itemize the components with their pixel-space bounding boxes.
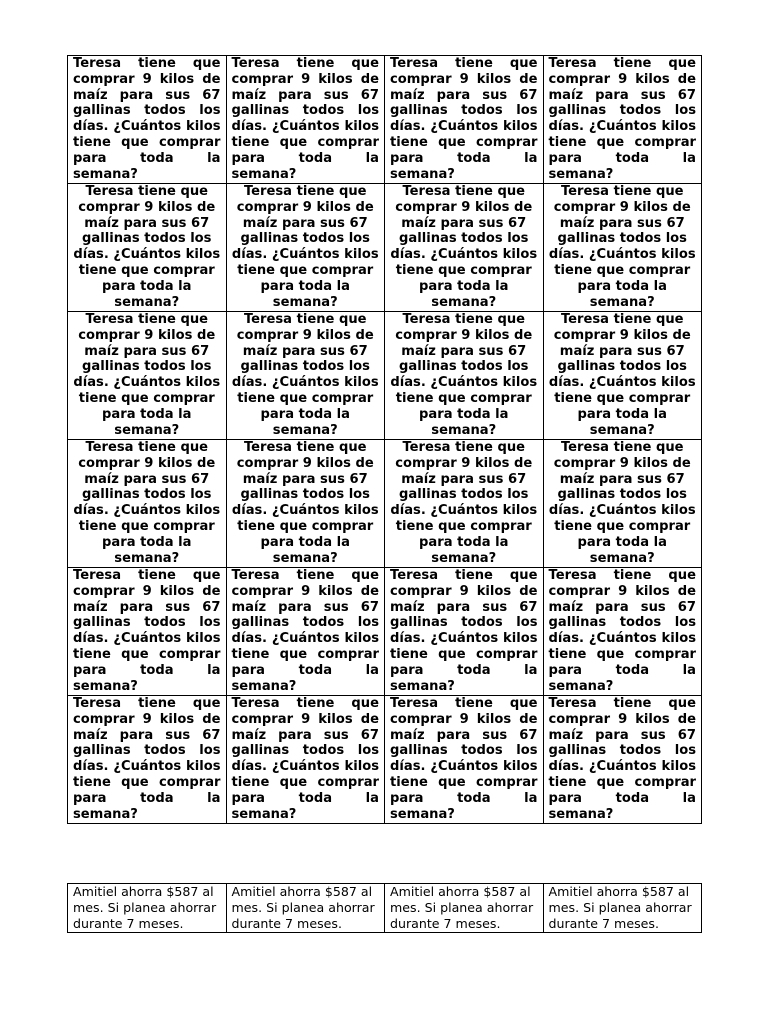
problem-card: Teresa tiene que comprar 9 kilos de maíz para sus 67 gallinas todos los días. ¿Cuántos kilos tiene que comprar para toda la semana? — [385, 56, 544, 184]
table-row — [68, 184, 702, 312]
problem-card: Teresa tiene que comprar 9 kilos de maíz para sus 67 gallinas todos los días. ¿Cuántos kilos tiene que comprar para toda la semana? — [543, 440, 702, 568]
table-row — [68, 440, 702, 568]
problem-card: Teresa tiene que comprar 9 kilos de maíz para sus 67 gallinas todos los días. ¿Cuántos kilos tiene que comprar para toda la semana? — [68, 696, 227, 824]
problem-card: Amitiel ahorra $587 al mes. Si planea ahorrar durante 7 meses. — [68, 884, 227, 933]
amitiel-problem-table — [67, 883, 702, 933]
problem-card: Teresa tiene que comprar 9 kilos de maíz para sus 67 gallinas todos los días. ¿Cuántos kilos tiene que comprar para toda la semana? — [68, 56, 227, 184]
problem-card: Amitiel ahorra $587 al mes. Si planea ahorrar durante 7 meses. — [385, 884, 544, 933]
table-row — [68, 56, 702, 184]
problem-card: Teresa tiene que comprar 9 kilos de maíz para sus 67 gallinas todos los días. ¿Cuántos kilos tiene que comprar para toda la semana? — [68, 440, 227, 568]
problem-card: Amitiel ahorra $587 al mes. Si planea ahorrar durante 7 meses. — [543, 884, 702, 933]
problem-card: Teresa tiene que comprar 9 kilos de maíz para sus 67 gallinas todos los días. ¿Cuántos kilos tiene que comprar para toda la semana? — [226, 184, 385, 312]
problem-card: Teresa tiene que comprar 9 kilos de maíz para sus 67 gallinas todos los días. ¿Cuántos kilos tiene que comprar para toda la semana? — [543, 184, 702, 312]
problem-card: Teresa tiene que comprar 9 kilos de maíz para sus 67 gallinas todos los días. ¿Cuántos kilos tiene que comprar para toda la semana? — [543, 696, 702, 824]
problem-card: Teresa tiene que comprar 9 kilos de maíz para sus 67 gallinas todos los días. ¿Cuántos kilos tiene que comprar para toda la semana? — [543, 568, 702, 696]
problem-card: Teresa tiene que comprar 9 kilos de maíz para sus 67 gallinas todos los días. ¿Cuántos kilos tiene que comprar para toda la semana? — [385, 312, 544, 440]
table-row — [68, 568, 702, 696]
problem-card: Teresa tiene que comprar 9 kilos de maíz para sus 67 gallinas todos los días. ¿Cuántos kilos tiene que comprar para toda la semana? — [226, 440, 385, 568]
table-row — [68, 696, 702, 824]
table-row — [68, 884, 702, 933]
problem-card: Teresa tiene que comprar 9 kilos de maíz para sus 67 gallinas todos los días. ¿Cuántos kilos tiene que comprar para toda la semana? — [385, 568, 544, 696]
table-row — [68, 312, 702, 440]
problem-card: Teresa tiene que comprar 9 kilos de maíz para sus 67 gallinas todos los días. ¿Cuántos kilos tiene que comprar para toda la semana? — [543, 312, 702, 440]
problem-card: Teresa tiene que comprar 9 kilos de maíz para sus 67 gallinas todos los días. ¿Cuántos kilos tiene que comprar para toda la semana? — [68, 184, 227, 312]
problem-card: Teresa tiene que comprar 9 kilos de maíz para sus 67 gallinas todos los días. ¿Cuántos kilos tiene que comprar para toda la semana? — [385, 696, 544, 824]
problem-card: Teresa tiene que comprar 9 kilos de maíz para sus 67 gallinas todos los días. ¿Cuántos kilos tiene que comprar para toda la semana? — [226, 56, 385, 184]
problem-card: Teresa tiene que comprar 9 kilos de maíz para sus 67 gallinas todos los días. ¿Cuántos kilos tiene que comprar para toda la semana? — [68, 568, 227, 696]
teresa-problem-table — [67, 55, 702, 824]
problem-card: Amitiel ahorra $587 al mes. Si planea ahorrar durante 7 meses. — [226, 884, 385, 933]
problem-card: Teresa tiene que comprar 9 kilos de maíz para sus 67 gallinas todos los días. ¿Cuántos kilos tiene que comprar para toda la semana? — [385, 440, 544, 568]
problem-card: Teresa tiene que comprar 9 kilos de maíz para sus 67 gallinas todos los días. ¿Cuántos kilos tiene que comprar para toda la semana? — [385, 184, 544, 312]
problem-card: Teresa tiene que comprar 9 kilos de maíz para sus 67 gallinas todos los días. ¿Cuántos kilos tiene que comprar para toda la semana? — [68, 312, 227, 440]
problem-card: Teresa tiene que comprar 9 kilos de maíz para sus 67 gallinas todos los días. ¿Cuántos kilos tiene que comprar para toda la semana? — [226, 696, 385, 824]
problem-card: Teresa tiene que comprar 9 kilos de maíz para sus 67 gallinas todos los días. ¿Cuántos kilos tiene que comprar para toda la semana? — [226, 568, 385, 696]
problem-card: Teresa tiene que comprar 9 kilos de maíz para sus 67 gallinas todos los días. ¿Cuántos kilos tiene que comprar para toda la semana? — [543, 56, 702, 184]
problem-card: Teresa tiene que comprar 9 kilos de maíz para sus 67 gallinas todos los días. ¿Cuántos kilos tiene que comprar para toda la semana? — [226, 312, 385, 440]
